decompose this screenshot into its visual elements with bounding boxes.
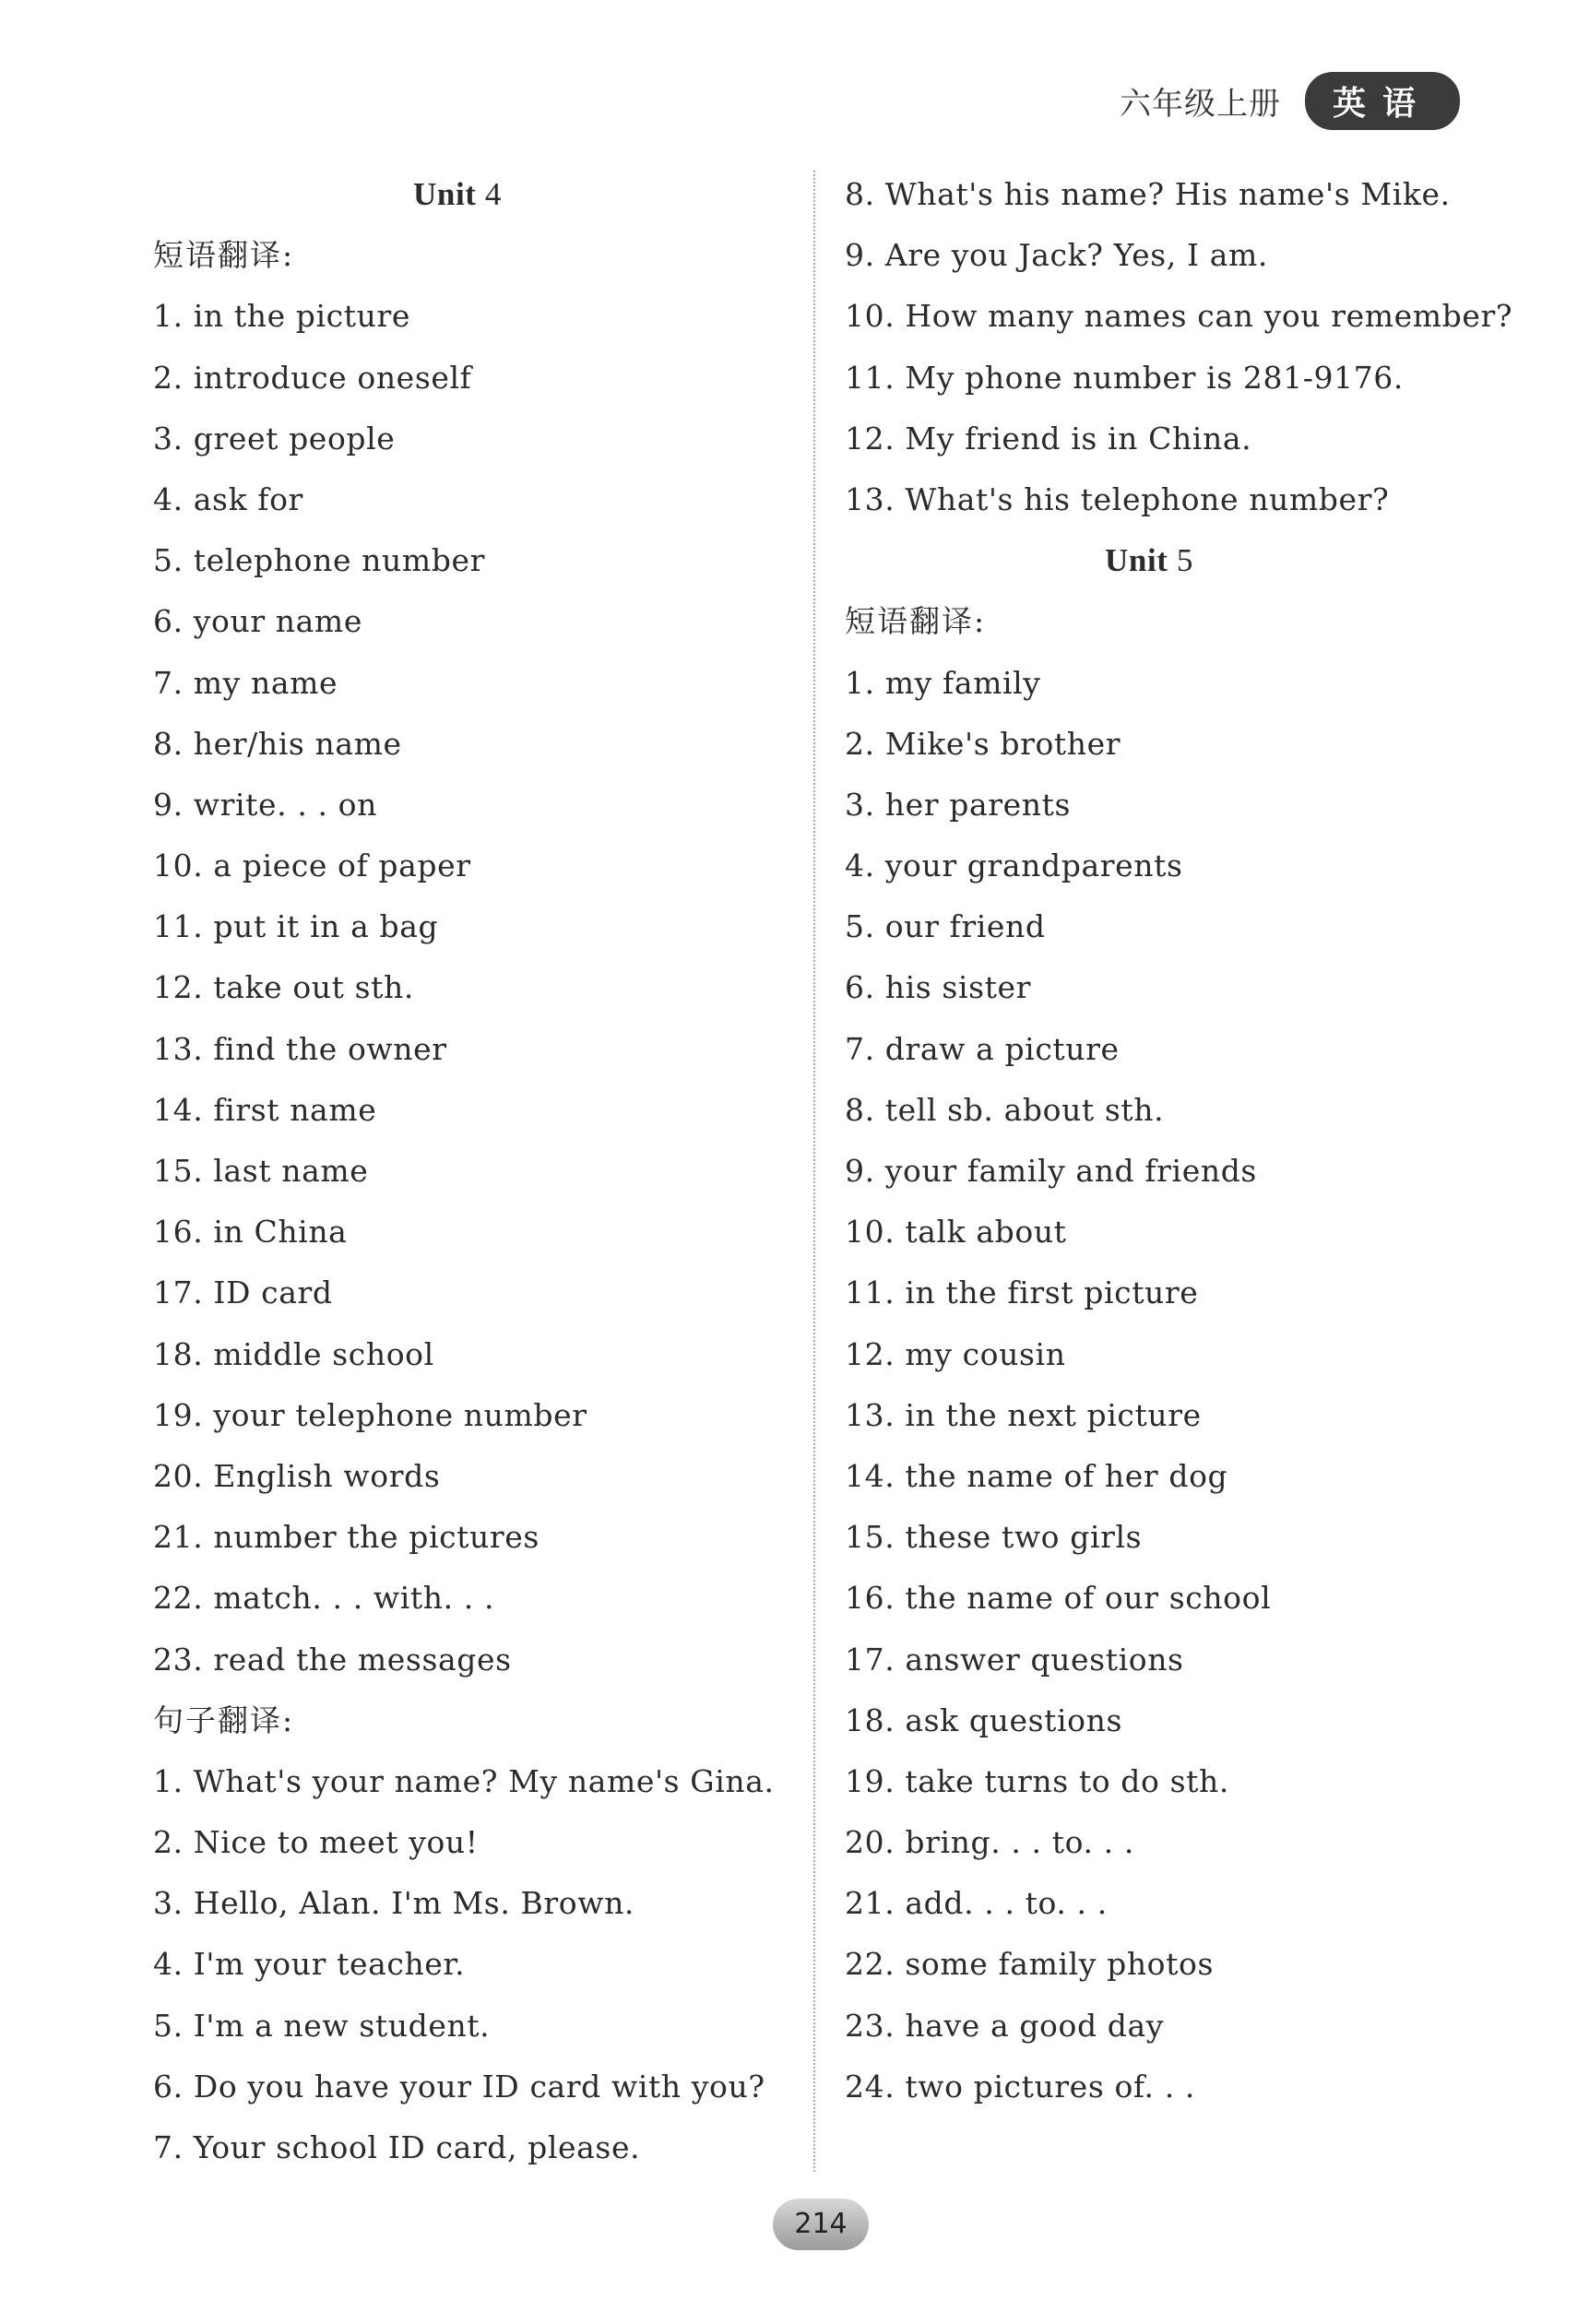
list-item: 3. Hello, Alan. I'm Ms. Brown. <box>153 1885 635 1922</box>
list-item: 9. your family and friends <box>845 1153 1257 1189</box>
list-item: 17. ID card <box>153 1275 333 1311</box>
list-item: 3. greet people <box>153 420 396 456</box>
list-item: 7. Your school ID card, please. <box>153 2129 641 2165</box>
list-item: 23. read the messages <box>153 1641 512 1678</box>
list-item: 18. ask questions <box>845 1702 1122 1738</box>
list-item: 11. put it in a bag <box>153 908 439 945</box>
list-item: 9. Are you Jack? Yes, I am. <box>845 237 1268 274</box>
list-item: 4. your grandparents <box>845 848 1183 884</box>
list-item: 6. your name <box>153 603 362 640</box>
list-item: 6. his sister <box>845 969 1031 1006</box>
list-item: 2. introduce oneself <box>153 359 472 396</box>
list-item: 2. Nice to meet you! <box>153 1824 479 1861</box>
list-item: 12. take out sth. <box>153 969 414 1006</box>
list-item: 15. these two girls <box>845 1519 1143 1556</box>
right-column <box>845 164 1513 2117</box>
column-divider <box>813 171 815 2172</box>
list-item: 19. your telephone number <box>153 1396 587 1433</box>
list-item: 22. match. . . with. . . <box>153 1580 495 1617</box>
list-item: 24. two pictures of. . . <box>845 2068 1195 2105</box>
unit-number: 4 <box>484 176 502 212</box>
list-item: 10. How many names can you remember? <box>845 298 1513 335</box>
list-item: 14. first name <box>153 1091 377 1128</box>
list-item: 5. telephone number <box>153 542 485 579</box>
list-item: 14. the name of her dog <box>845 1457 1228 1494</box>
page-header <box>1120 72 1460 130</box>
list-item: 6. Do you have your ID card with you? <box>153 2068 765 2105</box>
list-item: 8. tell sb. about sth. <box>845 1091 1165 1128</box>
list-item: 8. What's his name? His name's Mike. <box>845 176 1451 212</box>
list-item: 1. my family <box>845 664 1041 701</box>
list-item: 11. in the first picture <box>845 1275 1199 1311</box>
list-item: 22. some family photos <box>845 1946 1215 1983</box>
list-item: 18. middle school <box>153 1335 434 1372</box>
list-item: 12. My friend is in China. <box>845 420 1252 456</box>
unit-4-sentence-list-continued <box>845 164 1513 530</box>
list-item: 10. a piece of paper <box>153 848 471 884</box>
list-item: 12. my cousin <box>845 1335 1066 1372</box>
list-item: 8. her/his name <box>153 725 402 762</box>
list-item: 5. I'm a new student. <box>153 2007 491 2044</box>
page-number: 214 <box>773 2199 869 2250</box>
unit-4-phrase-list <box>153 286 799 1690</box>
list-item: 13. find the owner <box>153 1030 447 1067</box>
unit-4-sentence-list <box>153 1751 799 2178</box>
list-item: 19. take turns to do sth. <box>845 1762 1229 1799</box>
list-item: 2. Mike's brother <box>845 725 1121 762</box>
unit-4-heading <box>153 164 762 225</box>
list-item: 4. I'm your teacher. <box>153 1946 466 1983</box>
unit-word: Unit <box>413 176 477 212</box>
list-item: 10. talk about <box>845 1214 1067 1251</box>
unit-5-phrase-list <box>845 653 1490 2118</box>
grade-label: 六年级上册 <box>1119 86 1281 123</box>
list-item: 16. the name of our school <box>845 1580 1272 1617</box>
list-item: 13. in the next picture <box>845 1396 1202 1433</box>
list-item: 7. my name <box>153 664 338 701</box>
subject-badge: 英语 <box>1305 72 1460 130</box>
list-item: 9. write. . . on <box>153 786 378 823</box>
phrase-heading: 短语翻译: <box>845 603 987 640</box>
sentence-heading: 句子翻译: <box>153 1702 295 1738</box>
unit-5-heading <box>845 530 1453 591</box>
list-item: 1. What's your name? My name's Gina. <box>153 1762 775 1799</box>
list-item: 17. answer questions <box>845 1641 1184 1678</box>
list-item: 13. What's his telephone number? <box>845 480 1390 517</box>
list-item: 16. in China <box>153 1214 348 1251</box>
list-item: 20. English words <box>153 1457 441 1494</box>
left-column <box>153 164 799 2178</box>
list-item: 11. My phone number is 281-9176. <box>845 359 1404 396</box>
list-item: 5. our friend <box>845 908 1046 945</box>
list-item: 15. last name <box>153 1153 369 1189</box>
unit-number: 5 <box>1176 542 1193 579</box>
list-item: 1. in the picture <box>153 298 410 335</box>
list-item: 21. add. . . to. . . <box>845 1885 1108 1922</box>
list-item: 7. draw a picture <box>845 1030 1120 1067</box>
list-item: 20. bring. . . to. . . <box>845 1824 1134 1861</box>
unit-word: Unit <box>1105 542 1168 579</box>
list-item: 3. her parents <box>845 786 1071 823</box>
list-item: 4. ask for <box>153 480 303 517</box>
phrase-heading: 短语翻译: <box>153 237 295 274</box>
list-item: 23. have a good day <box>845 2007 1165 2044</box>
list-item: 21. number the pictures <box>153 1519 540 1556</box>
